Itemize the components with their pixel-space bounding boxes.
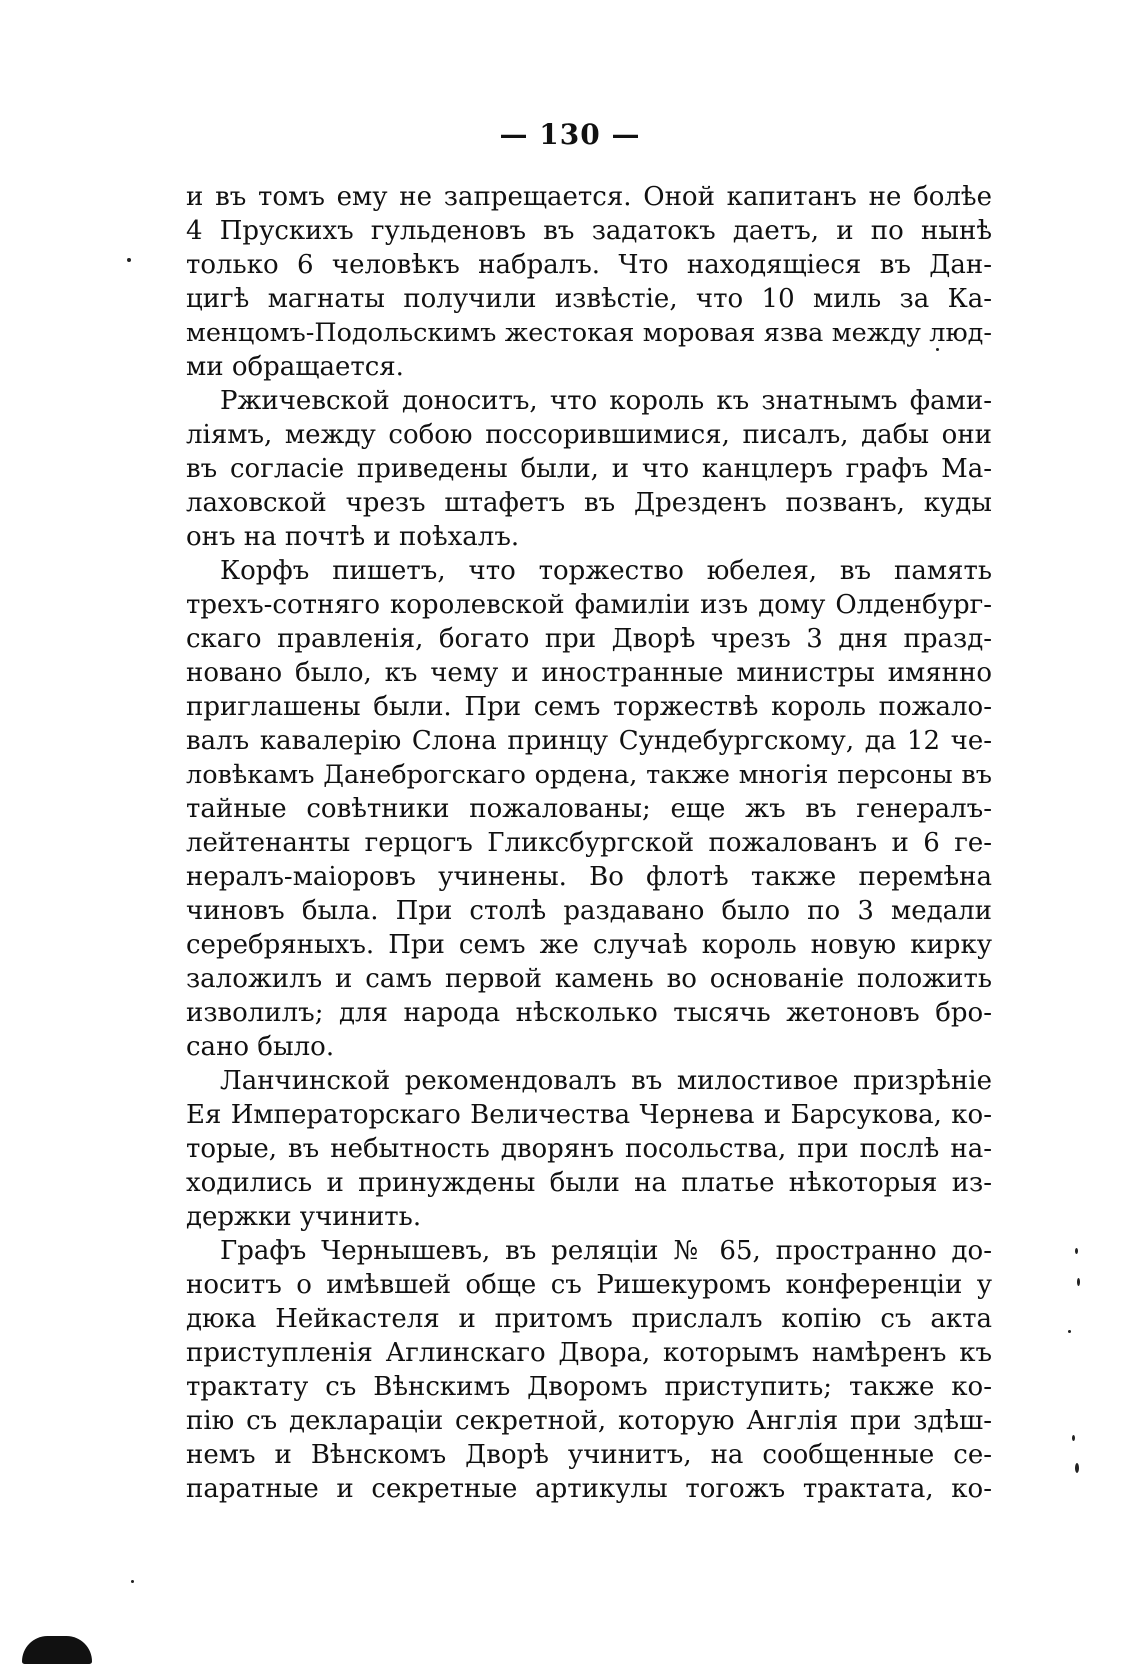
text-line: заложилъ и самъ первой камень во основаніе положить <box>186 964 992 994</box>
text-line: ловѣкамъ Данеброгскаго ордена, также многія персоны въ <box>186 760 992 790</box>
ink-speck <box>1068 1330 1071 1333</box>
page-number: — 130 — <box>499 118 641 151</box>
text-line: сано было. <box>186 1032 335 1062</box>
text-line: нералъ-маіоровъ учинены. Во флотѣ также перемѣна <box>186 862 992 892</box>
text-line: ліямъ, между собою поссорившимися, писалъ, дабы они <box>186 420 992 450</box>
text-line: тайные совѣтники пожалованы; еще жъ въ генералъ- <box>186 794 992 824</box>
text-line: изволилъ; для народа нѣсколько тысячь жетоновъ бро- <box>186 998 992 1028</box>
ink-speck <box>1075 1248 1078 1254</box>
text-line: пію съ деклараціи секретной, которую Англія при здѣш- <box>186 1406 992 1436</box>
text-line: немъ и Вѣнскомъ Дворѣ учинитъ, на сообщенные се- <box>186 1440 992 1470</box>
text-line: лейтенанты герцогъ Гликсбургской пожалованъ и 6 ге- <box>186 828 992 858</box>
text-line: ми обращается. <box>186 352 404 382</box>
text-line: только 6 человѣкъ набралъ. Что находящіеся въ Дан- <box>186 250 992 280</box>
text-line: Ржичевской доноситъ, что король къ знатнымъ фами- <box>220 386 992 416</box>
ink-speck <box>1077 1278 1080 1286</box>
text-line: новано было, къ чему и иностранные министры имянно <box>186 658 992 688</box>
ink-speck <box>131 1580 134 1583</box>
text-line: ходились и принуждены были на платье нѣкоторыя из- <box>186 1168 992 1198</box>
text-line: чиновъ была. При столѣ раздавано было по 3 медали <box>186 896 992 926</box>
ink-speck <box>1075 1463 1079 1473</box>
text-line: приступленія Аглинскаго Двора, которымъ намѣренъ къ <box>186 1338 992 1368</box>
text-line: носитъ о имѣвшей обще съ Ришекуромъ конференціи у <box>186 1270 992 1300</box>
text-line: Корфъ пишетъ, что торжество юбелея, въ память <box>220 556 992 586</box>
text-line: 4 Прускихъ гульденовъ въ задатокъ даетъ, и по нынѣ <box>186 216 992 246</box>
text-line: валъ кавалерію Слона принцу Сундебургскому, да 12 че- <box>186 726 992 756</box>
text-line: Ланчинской рекомендовалъ въ милостивое призрѣніе <box>220 1066 992 1096</box>
text-line: торые, въ небытность дворянъ посольства, при послѣ на- <box>186 1134 992 1164</box>
text-line: лаховской чрезъ штафетъ въ Дрезденъ позванъ, куды <box>186 488 992 518</box>
text-line: Ея Императорскаго Величества Чернева и Барсукова, ко- <box>186 1100 992 1130</box>
ink-speck <box>127 258 131 262</box>
text-line: паратные и секретные артикулы тогожъ трактата, ко- <box>186 1474 992 1504</box>
text-line: Графъ Чернышевъ, въ реляціи № 65, пространно до- <box>220 1236 992 1266</box>
text-line: держки учинить. <box>186 1202 422 1232</box>
text-line: и въ томъ ему не запрещается. Оной капитанъ не болѣе <box>186 182 992 212</box>
ink-speck <box>936 348 939 351</box>
text-line: трехъ-сотняго королевской фамиліи изъ дому Олденбург- <box>186 590 992 620</box>
text-line: приглашены были. При семъ торжествѣ король пожало- <box>186 692 992 722</box>
text-line: серебряныхъ. При семъ же случаѣ король новую кирку <box>186 930 992 960</box>
ink-blot <box>22 1636 92 1664</box>
text-line: менцомъ-Подольскимъ жестокая моровая язва между люд- <box>186 318 992 348</box>
text-line: трактату съ Вѣнскимъ Дворомъ приступить; также ко- <box>186 1372 992 1402</box>
text-line: дюка Нейкастеля и притомъ прислалъ копію съ акта <box>186 1304 992 1334</box>
text-line: скаго правленія, богато при Дворѣ чрезъ 3 дня празд- <box>186 624 992 654</box>
body-text <box>186 180 992 1506</box>
ink-speck <box>1072 1435 1075 1441</box>
text-line: цигѣ магнаты получили извѣстіе, что 10 миль за Ка- <box>186 284 992 314</box>
text-line: въ согласіе приведены были, и что канцлеръ графъ Ма- <box>186 454 992 484</box>
text-line: онъ на почтѣ и поѣхалъ. <box>186 522 520 552</box>
